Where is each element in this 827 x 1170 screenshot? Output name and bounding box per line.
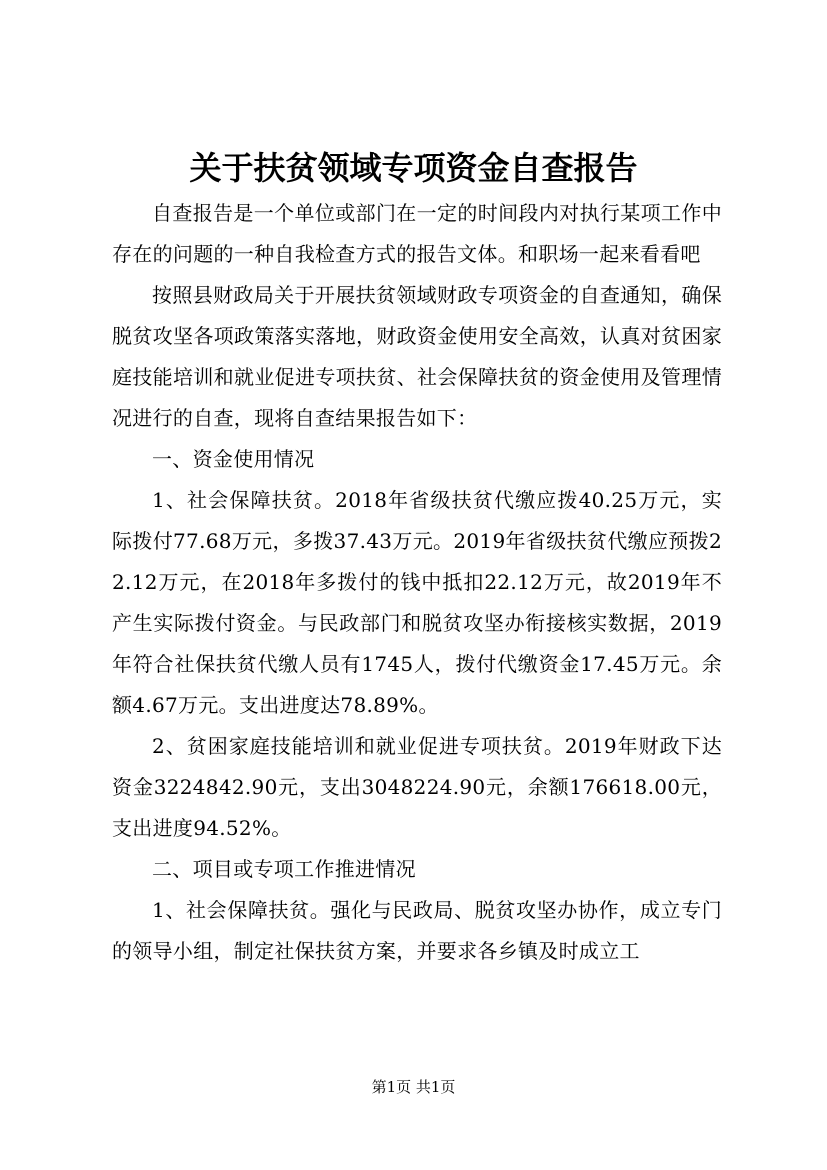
paragraph-social-security: 1、社会保障扶贫。2018年省级扶贫代缴应拨40.25万元，实际拨付77.68万元，多拨37.43万元。2019年省级扶贫代缴应预拨22.12万元，在2018年多拨付的钱中抵扣22.12万元，故2019年不产生实际拨付资金。与民政部门和脱贫攻坚办衔接核实数据，2019年符合社保扶贫代缴人员有1745人，拨付代缴资金17.45万元。余额4.67万元。支出进度达78.89%。: [112, 488, 722, 717]
section-heading-project-progress: 二、项目或专项工作推进情况: [152, 857, 416, 881]
paragraph-social-security-progress: 1、社会保障扶贫。强化与民政局、脱贫攻坚办协作，成立专门的领导小组，制定社保扶贫方案，并要求各乡镇及时成立工: [112, 898, 722, 963]
section-heading-fund-usage: 一、资金使用情况: [152, 447, 315, 471]
document-body: [112, 193, 722, 972]
document-title: 关于扶贫领域专项资金自查报告: [189, 149, 638, 187]
page-number-footer: 第1页 共1页: [371, 1078, 456, 1096]
paragraph-skills-training: 2、贫困家庭技能培训和就业促进专项扶贫。2019年财政下达资金3224842.90元，支出3048224.90元，余额176618.00元，支出进度94.52%。: [112, 734, 722, 840]
paragraph-preamble: 按照县财政局关于开展扶贫领域财政专项资金的自查通知，确保脱贫攻坚各项政策落实落地，财政资金使用安全高效，认真对贫困家庭技能培训和就业促进专项扶贫、社会保障扶贫的资金使用及管理情况进行的自查，现将自查结果报告如下：: [112, 283, 722, 430]
paragraph-intro: 自查报告是一个单位或部门在一定的时间段内对执行某项工作中存在的问题的一种自我检查方式的报告文体。和职场一起来看看吧: [112, 201, 722, 266]
